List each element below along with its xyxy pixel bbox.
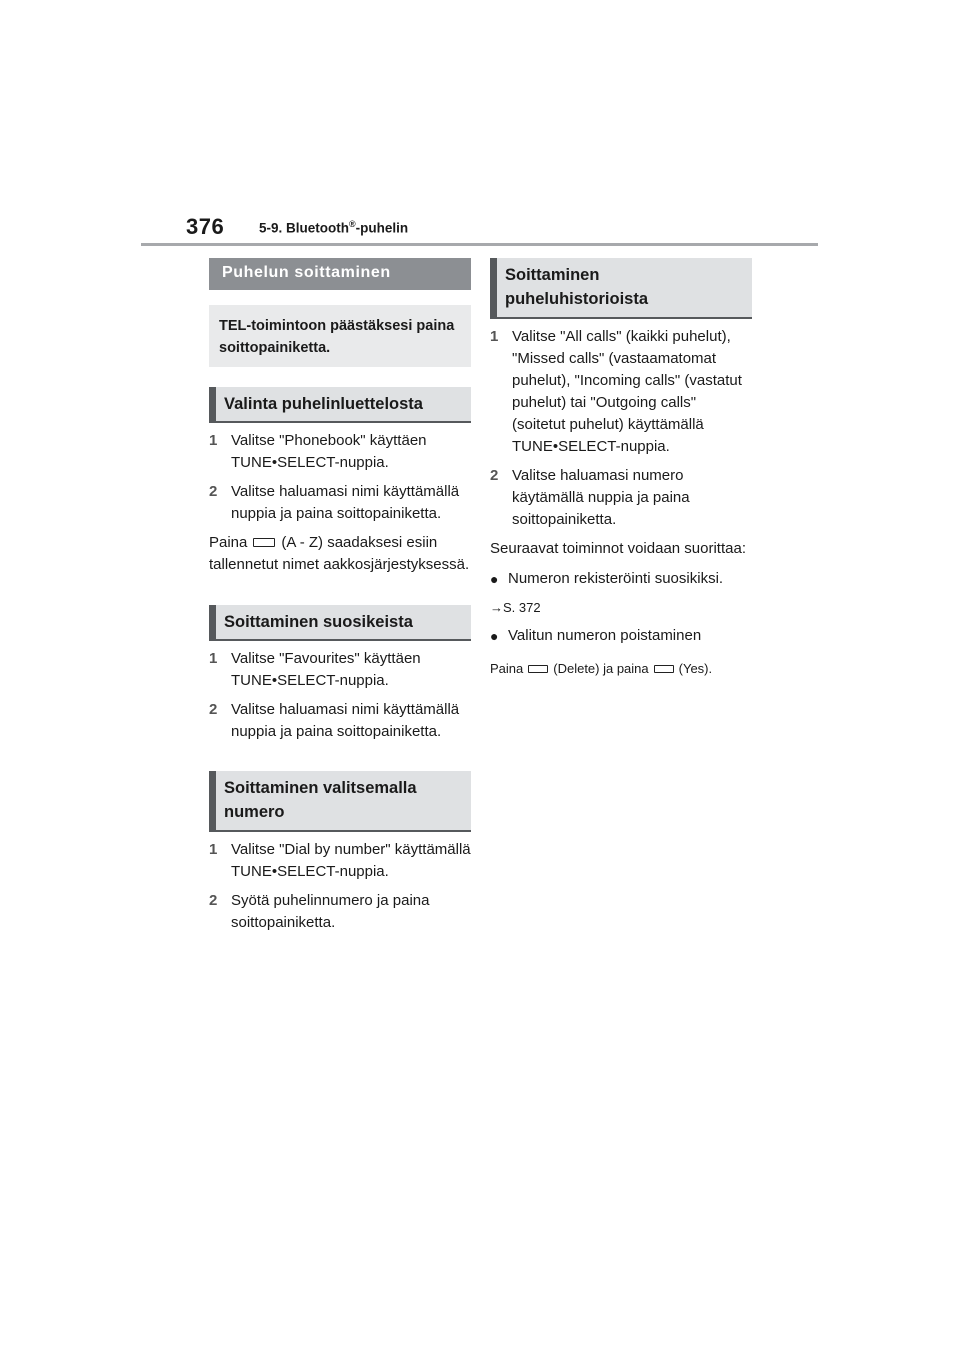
info-box: TEL-toimintoon päästäksesi paina soittopainiketta. xyxy=(209,305,471,367)
section-title xyxy=(259,219,408,236)
note-text-before: Paina xyxy=(209,534,248,551)
step-number: 2 xyxy=(209,701,218,718)
bullet-dot-icon: ● xyxy=(490,571,499,587)
step-text: Valitse haluamasi nimi käyttämällä nuppia ja paina soittopainiketta. xyxy=(231,701,460,740)
delete-note-part3: (Yes). xyxy=(678,661,713,676)
button-icon xyxy=(253,538,275,547)
note-text-after: (A - Z) saadaksesi esiin tallennetut nimet aakkosjärjestyksessä. xyxy=(209,534,470,573)
step-number: 1 xyxy=(209,432,218,449)
step-number: 1 xyxy=(209,841,218,858)
phonebook-note xyxy=(209,532,471,576)
step-number: 1 xyxy=(490,328,499,345)
page-reference: →S. 372 xyxy=(490,600,541,615)
bullet-text: Valitun numeron poistaminen xyxy=(508,627,702,644)
main-heading: Puhelun soittaminen xyxy=(209,258,471,290)
step-item xyxy=(490,326,752,458)
step-item xyxy=(209,890,471,934)
step-number: 2 xyxy=(209,892,218,909)
left-column xyxy=(209,258,471,934)
step-item xyxy=(209,699,471,743)
step-text: Valitse "Dial by number" käyttämällä TUNE•SELECT-nuppia. xyxy=(231,841,471,880)
favourites-steps xyxy=(209,648,471,743)
yes-button-icon xyxy=(654,665,674,673)
delete-button-icon xyxy=(528,665,548,673)
step-item xyxy=(209,481,471,525)
step-item xyxy=(209,648,471,692)
registered-mark: ® xyxy=(349,219,356,229)
step-number: 1 xyxy=(209,650,218,667)
step-item xyxy=(209,430,471,474)
phonebook-steps xyxy=(209,430,471,525)
heading-history: Soittaminen puheluhistorioista xyxy=(490,258,752,319)
delete-note-part1: Paina xyxy=(490,661,524,676)
step-text: Valitse "All calls" (kaikki puhelut), "Missed calls" (vastaamatomat puhelut), "Incoming calls" (vastatut puhelut) tai "Outgoing calls" (soitetut puhelut) käyttämällä TUNE•SELECT-nuppia. xyxy=(512,328,742,455)
heading-phonebook: Valinta puhelinluettelosta xyxy=(209,387,471,423)
bullet-item xyxy=(490,568,752,590)
section-suffix: -puhelin xyxy=(355,220,409,236)
page-header xyxy=(0,0,960,250)
delete-note-part2: (Delete) ja paina xyxy=(553,661,649,676)
step-text: Valitse haluamasi nimi käyttämällä nuppia ja paina soittopainiketta. xyxy=(231,483,460,522)
heading-favourites: Soittaminen suosikeista xyxy=(209,605,471,641)
page-number: 376 xyxy=(186,214,225,239)
step-text: Valitse haluamasi numero käytämällä nuppia ja paina soittopainiketta. xyxy=(512,467,690,528)
step-text: Valitse "Phonebook" käyttäen TUNE•SELECT-nuppia. xyxy=(231,432,427,471)
dial-steps xyxy=(209,839,471,934)
bullet-text: Numeron rekisteröinti suosikiksi. xyxy=(508,570,724,587)
bullet-dot-icon: ● xyxy=(490,628,499,644)
step-text: Syötä puhelinnumero ja paina soittopainiketta. xyxy=(231,892,430,931)
header-divider xyxy=(141,243,818,246)
history-steps xyxy=(490,326,752,531)
step-text: Valitse "Favourites" käyttäen TUNE•SELECT-nuppia. xyxy=(231,650,421,689)
right-column xyxy=(490,258,752,679)
bullet-item xyxy=(490,625,752,647)
functions-intro: Seuraavat toiminnot voidaan suorittaa: xyxy=(490,540,746,557)
section-prefix: 5-9. Bluetooth xyxy=(259,220,349,236)
step-item xyxy=(209,839,471,883)
step-number: 2 xyxy=(209,483,218,500)
step-number: 2 xyxy=(490,467,499,484)
step-item xyxy=(490,465,752,531)
delete-note xyxy=(490,659,752,679)
heading-dial: Soittaminen valitsemalla numero xyxy=(209,771,471,832)
